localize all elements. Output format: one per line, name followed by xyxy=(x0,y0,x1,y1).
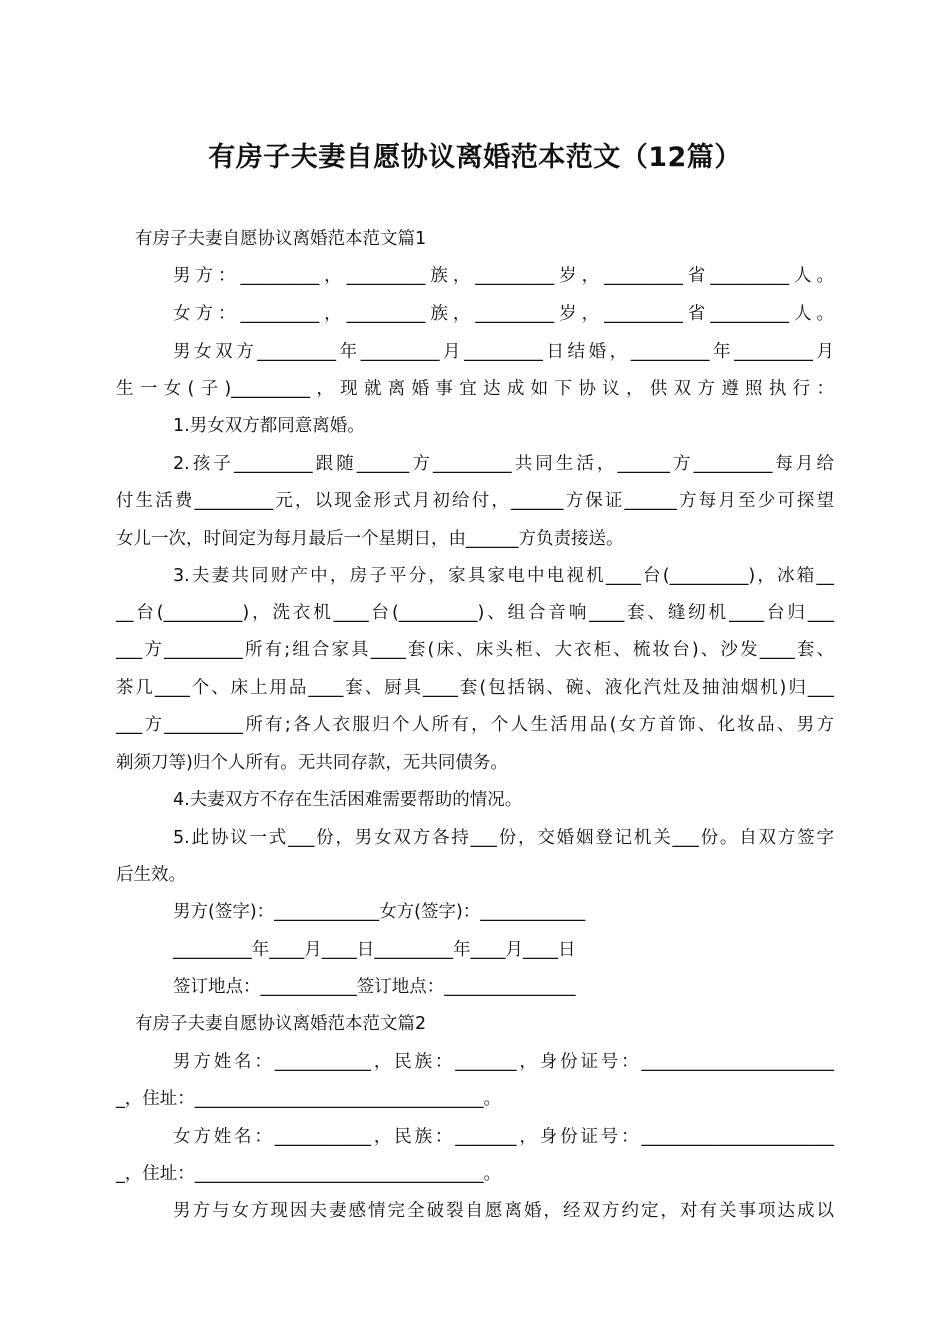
section-heading-1: 有房子夫妻自愿协议离婚范本范文篇1 xyxy=(135,229,427,249)
paragraph-line: ___方_________所有;各人衣服归个人所有，个人生活用品(女方首饰、化妆品、男方 xyxy=(116,715,834,735)
paragraph-line: 女儿一次，时间定为每月最后一个星期日，由______方负责接送。 xyxy=(116,529,624,549)
paragraph-line: 付生活费_________元，以现金形式月初给付，______方保证______方每月至少可探望 xyxy=(116,491,834,511)
paragraph-line: 生一女(子)_________，现就离婚事宜达成如下协议，供双方遵照执行： xyxy=(116,379,834,399)
paragraph-line: _，住址：_________________________________。 xyxy=(116,1164,501,1184)
paragraph-line: 5.此协议一式___份，男女双方各持___份，交婚姻登记机关___份。自双方签字 xyxy=(173,828,834,848)
paragraph-line: _，住址：_________________________________。 xyxy=(116,1089,501,1109)
paragraph-line: 男女双方_________年_________月_________日结婚，_________年_________月 xyxy=(173,342,834,362)
paragraph-line: 男方：_________，_________族，_________岁，_________省_________人。 xyxy=(173,266,834,286)
paragraph-line: 后生效。 xyxy=(116,865,186,885)
signature-line: 男方(签字)：____________女方(签字)：____________ xyxy=(173,902,586,922)
paragraph-line: 男方姓名：___________，民族：_______，身份证号：______________________ xyxy=(173,1052,834,1072)
document-title: 有房子夫妻自愿协议离婚范本范文（12篇） xyxy=(208,142,742,173)
paragraph-line: 1.男女双方都同意离婚。 xyxy=(173,416,365,436)
paragraph-line: 4.夫妻双方不存在生活困难需要帮助的情况。 xyxy=(173,790,523,810)
paragraph-line: 女方：_________，_________族，_________岁，_________省_________人。 xyxy=(173,304,834,324)
paragraph-line: __台(_________)，洗衣机____台(_________)、组合音响____套、缝纫机____台归___ xyxy=(116,603,834,623)
location-line: 签订地点：___________签订地点：_______________ xyxy=(173,977,576,997)
paragraph-line: 3.夫妻共同财产中，房子平分，家具家电中电视机____台(_________)，冰箱__ xyxy=(173,566,834,586)
paragraph-line: 2.孩子_________跟随______方_________共同生活，______方_________每月给 xyxy=(173,454,834,474)
paragraph-line: 男方与女方现因夫妻感情完全破裂自愿离婚，经双方约定，对有关事项达成以 xyxy=(173,1201,834,1221)
paragraph-line: 剃须刀等)归个人所有。无共同存款，无共同债务。 xyxy=(116,753,508,773)
paragraph-line: 女方姓名：___________，民族：_______，身份证号：______________________ xyxy=(173,1127,834,1147)
paragraph-line: 茶几____个、床上用品____套、厨具____套(包括锅、碗、液化汽灶及抽油烟机)归___ xyxy=(116,678,834,698)
section-heading-2: 有房子夫妻自愿协议离婚范本范文篇2 xyxy=(135,1014,427,1034)
paragraph-line: ___方_________所有;组合家具____套(床、床头柜、大衣柜、梳妆台)、沙发____套、 xyxy=(116,640,834,660)
date-line: _________年____月____日_________年____月____日 xyxy=(173,940,576,960)
